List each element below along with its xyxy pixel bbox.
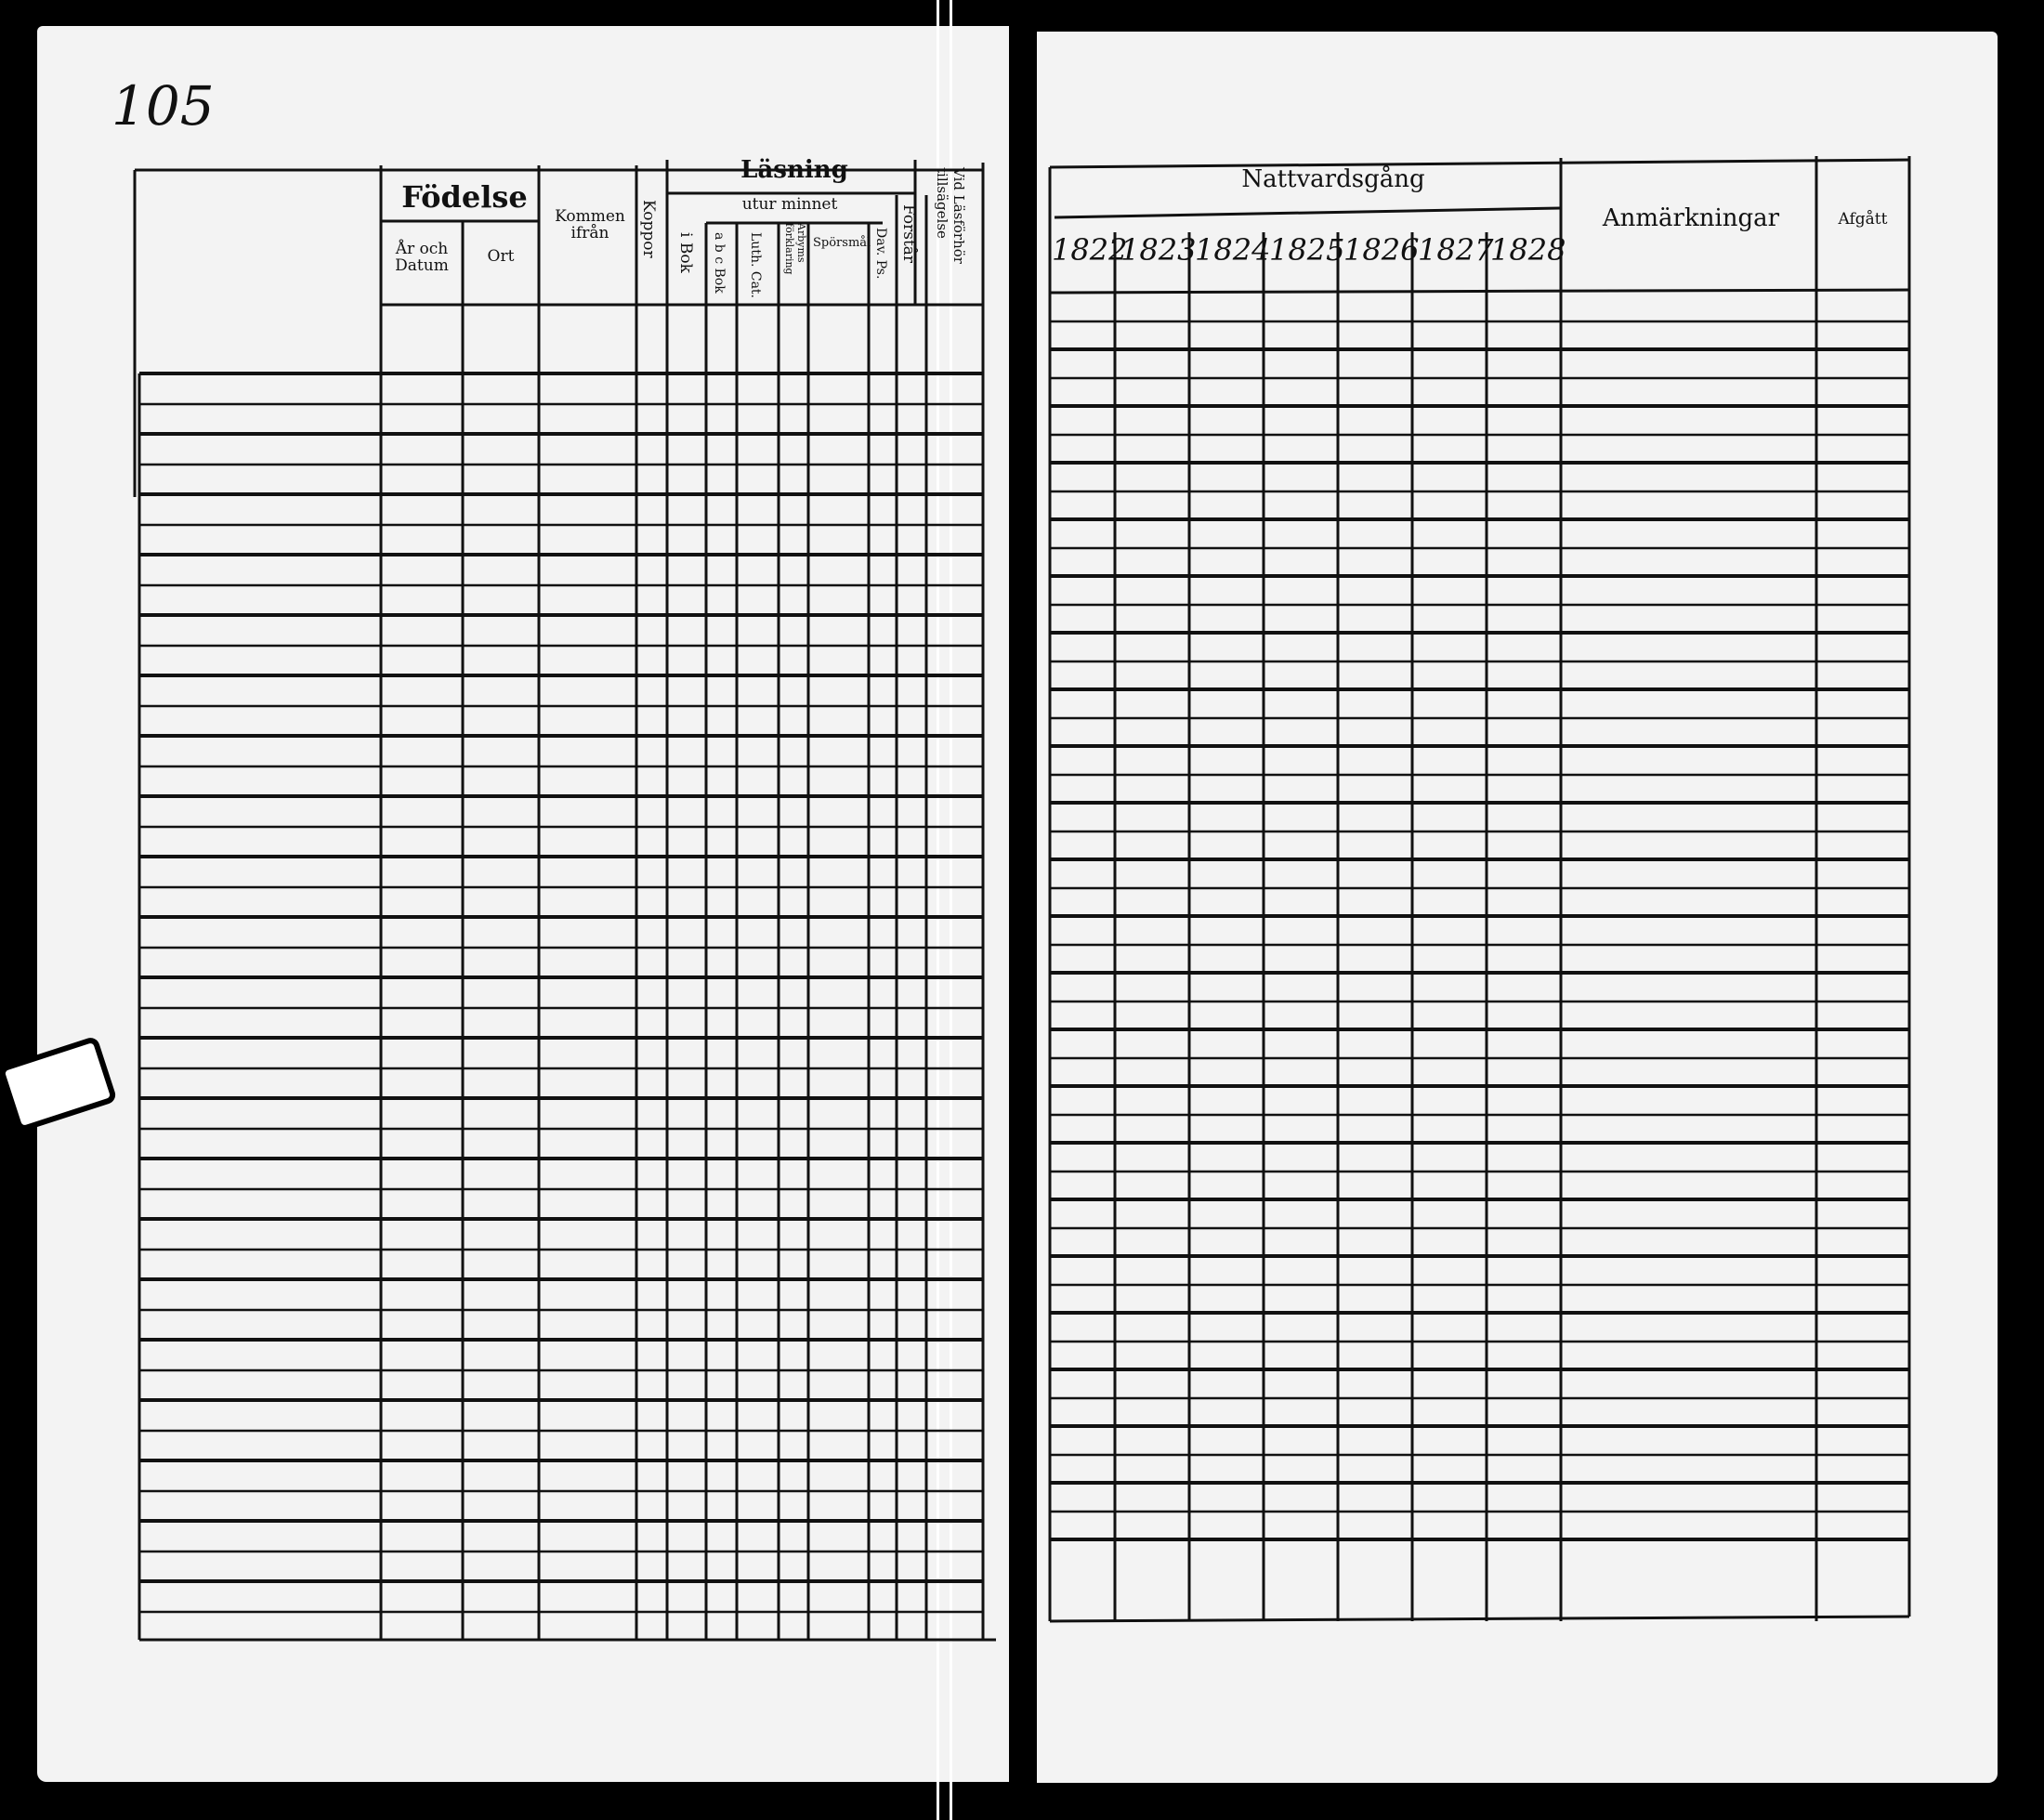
nattvardsgang-header: Nattvardsgång [1241,165,1425,193]
year-1823: 1823 [1120,232,1197,268]
afgatt-header: Afgått [1838,210,1888,229]
utur-minnet-header: utur minnet [741,195,838,214]
forstar-header: Förstår [899,204,918,264]
year-1822: 1822 [1052,232,1128,268]
ort-header: Ort [487,247,515,266]
vid-husforhoren-header: Vid Läsförhör tillsägelse [934,167,967,264]
i-bok-header: i Bok [676,232,695,273]
anmarkningar-header: Anmärkningar [1602,204,1780,232]
page-number: 105 [111,74,215,137]
arbyms-forklaring-header: Arbyms förklaring [783,223,807,275]
dav-ps-header: Dav. Ps. [873,228,888,280]
year-1828: 1828 [1490,232,1566,268]
year-1826: 1826 [1343,232,1420,268]
year-1827: 1827 [1418,232,1494,268]
fodelse-header: Födelse [401,179,528,215]
sporsmal-header: Spörsmål [813,236,871,250]
koppor-header: Koppor [639,200,658,258]
luth-cat-header: Luth. Cat. [748,232,763,298]
year-1824: 1824 [1195,232,1271,268]
abc-bok-header: a b c Bok [712,232,727,294]
kommen-ifran-header: Kommen ifrån [555,207,625,242]
lasning-header: Läsning [740,156,848,184]
ar-och-datum-header: År och Datum [395,240,449,275]
year-1825: 1825 [1269,232,1345,268]
